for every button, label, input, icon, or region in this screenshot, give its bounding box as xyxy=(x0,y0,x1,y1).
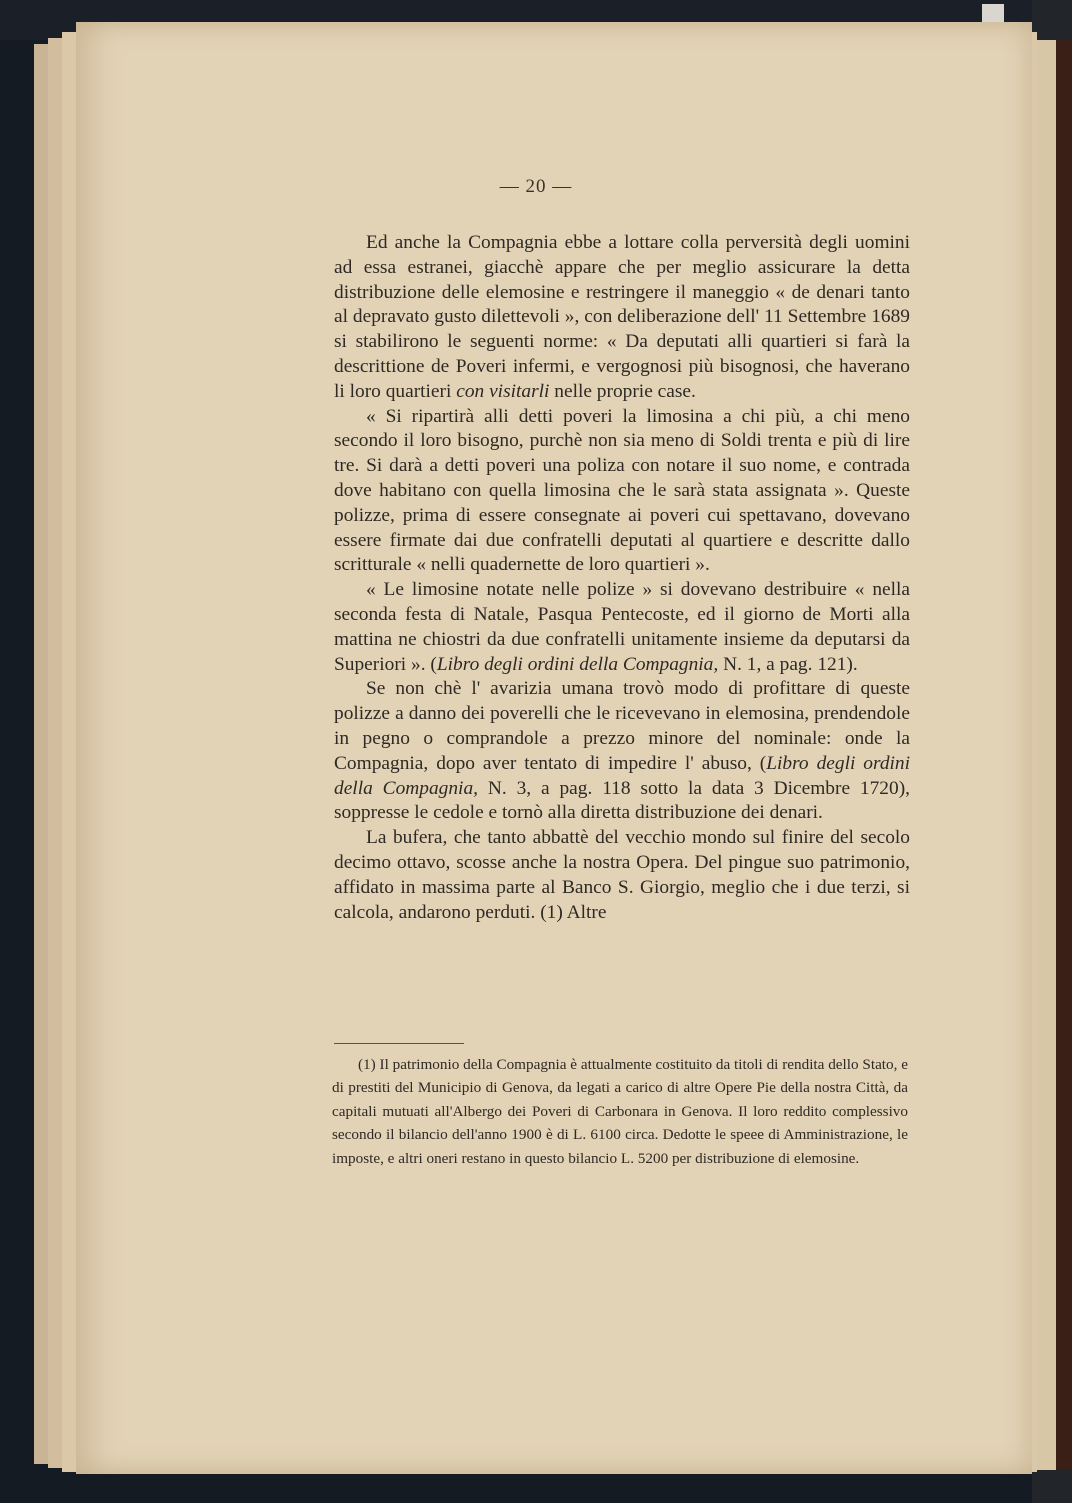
footnote-text: (1) Il patrimonio della Compagnia è attualmente costituito da titoli di rendita dello Stato, e di prestiti del Municipio di Genova, da legati a carico di altre Opere Pie della nostra Città, da capitali mutuati all'Albergo dei Poveri di Carbonara in Genova. Il loro reddito complessivo secondo il bilancio dell'anno 1900 è di L. 6100 circa. Dedotte le speee di Amministrazione, le imposte, e altri oneri restano in questo bilancio L. 5200 per distribuzione di elemosine. xyxy=(332,1056,908,1167)
paragraph xyxy=(334,405,910,579)
text-run: Se non chè l' avarizia umana trovò modo di profittare di queste polizze a danno dei poverelli che le ricevevano in elemosina, prendendole in pegno o comprandole a prezzo minore del nominale: onde la Compagnia, dopo aver tentato di impedire l' abuso, ( xyxy=(334,678,910,774)
paragraph xyxy=(334,826,910,925)
footnote-rule xyxy=(334,1043,464,1044)
text-run: La bufera, che tanto abbattè del vecchio mondo sul finire del secolo decimo ottavo, scosse anche la nostra Opera. Del pingue suo patrimonio, affidato in massima parte al Banco S. Giorgio, meglio che i due terzi, si calcola, andarono perduti. (1) Altre xyxy=(334,827,910,923)
page-number: — 20 — xyxy=(499,176,573,197)
paragraph xyxy=(334,677,910,826)
book-binding xyxy=(1056,40,1072,1470)
italic-run: con visitarli xyxy=(456,380,550,402)
footnote xyxy=(332,1053,908,1170)
text-run: Ed anche la Compagnia ebbe a lottare colla perversità degli uomini ad essa estranei, giacchè appare che per meglio assicurare la detta distribuzione delle elemosine e restringere il maneggio « de denari tanto al depravato gusto dilettevoli », con deliberazione dell' 11 Settembre 1689 si stabilirono le seguenti norme: « Da deputati alli quartieri si farà la descrittione de Poveri infermi, e vergognosi più bisognosi, che haverano li loro quartieri xyxy=(334,232,910,402)
text-run: nelle proprie case. xyxy=(549,380,696,402)
italic-run: Libro degli ordini della Compagnia, xyxy=(334,752,910,799)
text-run: « Le limosine notate nelle polize » si dovevano destribuire « nella seconda festa di Natale, Pasqua Pentecoste, ed il giorno de Morti alla mattina ne chiostri da due confratelli unitamente insieme da deputarsi da Superiori ». ( xyxy=(334,579,910,675)
text-run: N. 3, a pag. 118 sotto la data 3 Dicembre 1720), soppresse le cedole e tornò alla diretta distribuzione dei denari. xyxy=(334,777,911,824)
italic-run: Libro degli ordini della Compagnia, xyxy=(436,653,719,675)
paragraph xyxy=(334,231,910,405)
main-text xyxy=(334,231,910,925)
text-run: « Si ripartirà alli detti poveri la limosina a chi più, a chi meno secondo il loro bisogno, purchè non sia meno di Soldi trenta e più di lire tre. Si darà a detti poveri una poliza con notare il suo nome, e contrada dove habitano con quella limosina che le sarà stata assignata ». Queste polizze, prima di essere consegnate ai poveri cui spettavano, dovevano essere firmate dai due confratelli deputati al quartiere e descritte dallo scritturale « nelli quadernette de loro quartieri ». xyxy=(334,405,910,576)
text-run: N. 1, a pag. 121). xyxy=(718,653,858,675)
paragraph xyxy=(334,578,910,677)
